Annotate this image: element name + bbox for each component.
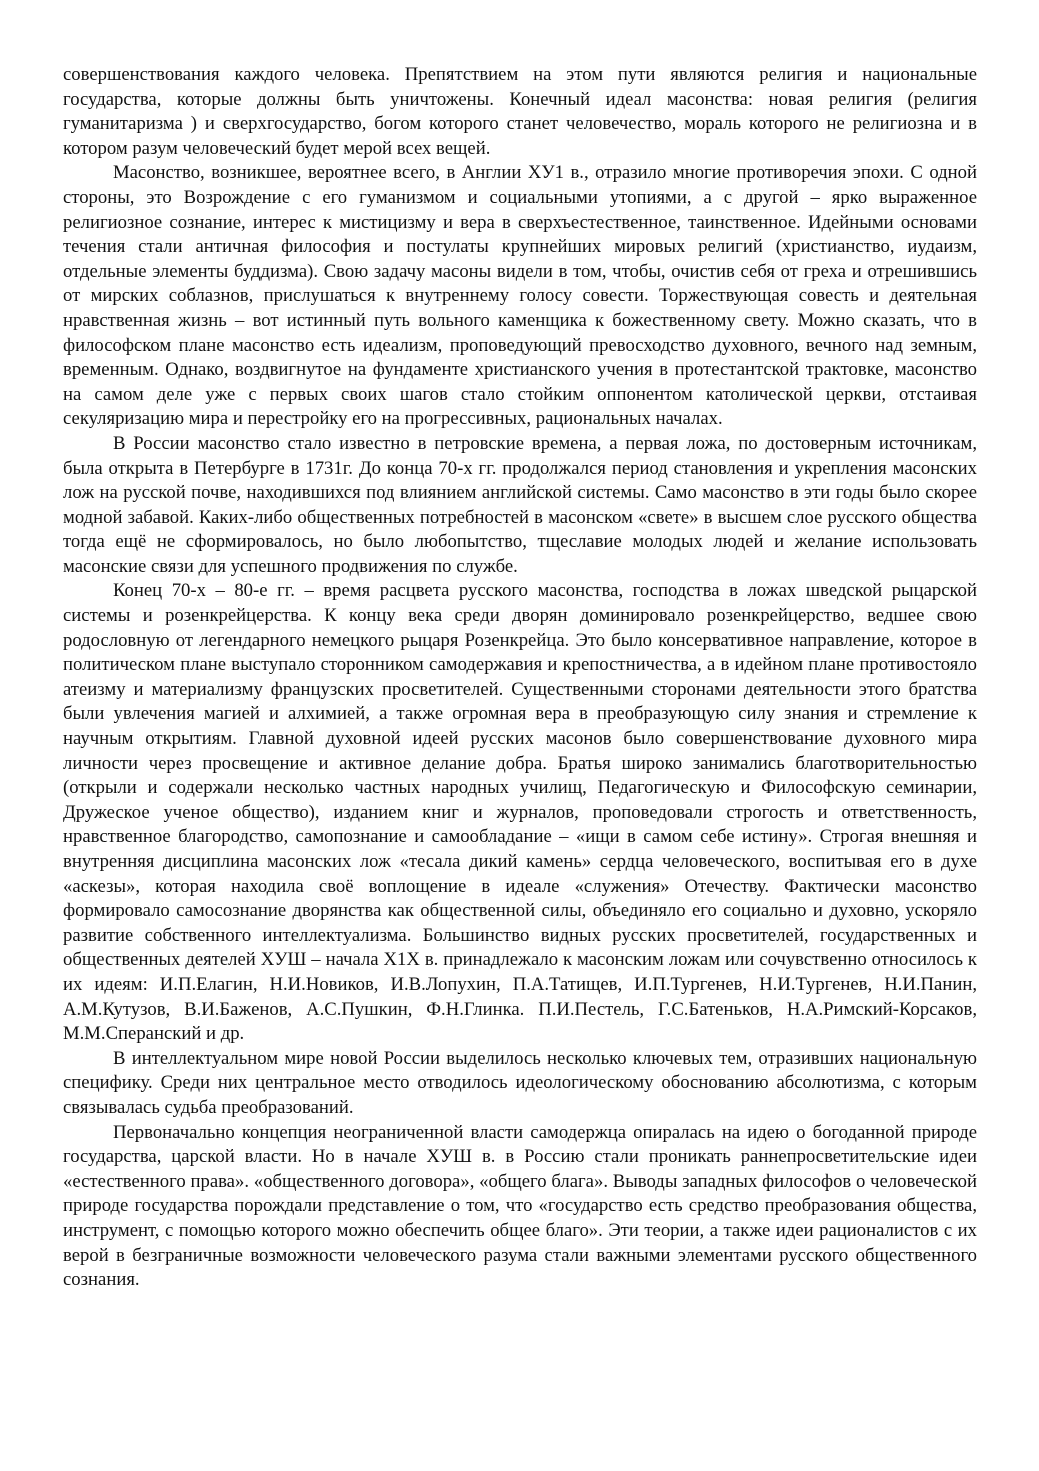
- paragraph-continuation: совершенствования каждого человека. Препятствием на этом пути являются религия и национальные государства, которые должны быть уничтожены. Конечный идеал масонства: новая религия (религия гуманитаризма ) и сверхгосударство, богом которого станет человечество, мораль которого не религиозна и в котором разум человеческий будет мерой всех вещей.: [63, 64, 977, 159]
- paragraph-rosicrucians: Конец 70-х – 80-е гг. – время расцвета русского масонства, господства в ложах шведской рыцарской системы и розенкрейцерства. К концу века среди дворян доминировало розенкрейцерство, ведшее свою родословную от легендарного немецкого рыцаря Розенкрейца. Это было консервативное направление, которое в политическом плане выступало сторонником самодержавия и крепостничества, а в идейном плане противостояло атеизму и материализму французских просветителей. Существенными сторонами деятельности этого братства были увлечения магией и алхимией, а также огромная вера в преобразующую силу знания и стремление к научным открытиям. Главной духовной идеей русских масонов было совершенствование духовного мира личности через просвещение и активное делание добра. Братья широко занимались благотворительностью (открыли и содержали несколько частных народных училищ, Педагогическую и Философскую семинарии, Дружеское ученое общество), изданием книг и журналов, проповедовали строгость и ответственность, нравственное благородство, самопознание и самообладание – «ищи в самом себе истину». Строгая внешняя и внутренняя дисциплина масонских лож «тесала дикий камень» сердца человеческого, воспитывая его в духе «аскезы», которая находила своё воплощение в идеале «служения» Отечеству. Фактически масонство формировало самосознание дворянства как общественной силы, объединяло его социально и духовно, ускоряло развитие собственного интеллектуализма. Большинство видных русских просветителей, государственных и общественных деятелей ХУШ – начала Х1Х в. принадлежало к масонским ложам или сочувственно относилось к их идеям: И.П.Елагин, Н.И.Новиков, И.В.Лопухин, П.А.Татищев, И.П.Тургенев, Н.И.Тургенев, Н.И.Панин, А.М.Кутузов, В.И.Баженов, А.С.Пушкин, Ф.Н.Глинка. П.И.Пестель, Г.С.Батеньков, Н.А.Римский-Корсаков, М.М.Сперанский и др.: [63, 580, 977, 1045]
- paragraph-intellectual-world: В интеллектуальном мире новой России выделилось несколько ключевых тем, отразивших национальную специфику. Среди них центральное место отводилось идеологическому обоснованию абсолютизма, с которым связывалась судьба преобразований.: [63, 1047, 977, 1118]
- paragraph-masonry-in-russia: В России масонство стало известно в петровские времена, а первая ложа, по достоверным источникам, была открыта в Петербурге в 1731г. До конца 70-х гг. продолжался период становления и укрепления масонских лож на русской почве, находившихся под влиянием английской системы. Само масонство в эти годы было скорее модной забавой. Каких-либо общественных потребностей в масонском «свете» в высшем слое русского общества тогда ещё не сформировалось, но было любопытство, тщеславие молодых людей и желание использовать масонские связи для успешного продвижения по службе.: [63, 432, 977, 577]
- paragraph-masonry-origins: Масонство, возникшее, вероятнее всего, в Англии ХУ1 в., отразило многие противоречия эпохи. С одной стороны, это Возрождение с его гуманизмом и социальными утопиями, а с другой – ярко выраженное религиозное сознание, интерес к мистицизму и вера в сверхъестественное, таинственное. Идейными основами течения стали античная философия и постулаты крупнейших мировых религий (христианство, иудаизм, отдельные элементы буддизма). Свою задачу масоны видели в том, чтобы, очистив себя от греха и отрешившись от мирских соблазнов, прислушаться к внутреннему голосу совести. Торжествующая совесть и деятельная нравственная жизнь – вот истинный путь вольного каменщика к божественному свету. Можно сказать, что в философском плане масонство есть идеализм, проповедующий превосходство духовного, вечного над земным, временным. Однако, воздвигнутое на фундаменте христианского учения в протестантской трактовке, масонство на самом деле уже с первых своих шагов стало стойким оппонентом католической церкви, отстаивая секуляризацию мира и перестройку его на прогрессивных, рациональных началах.: [63, 162, 977, 430]
- document-page: [63, 63, 977, 1293]
- paragraph-absolutism-concept: Первоначально концепция неограниченной власти самодержца опиралась на идею о богоданной природе государства, царской власти. Но в начале ХУШ в. в Россию стали проникать раннепросветительские идеи «естественного права». «общественного договора», «общего блага». Выводы западных философов о человеческой природе государства порождали представление о том, что «государство есть средство преобразования общества, инструмент, с помощью которого можно обеспечить общее благо». Эти теории, а также идеи рационалистов с их верой в безграничные возможности человеческого разума стали важными элементами русского общественного сознания.: [63, 1121, 977, 1291]
